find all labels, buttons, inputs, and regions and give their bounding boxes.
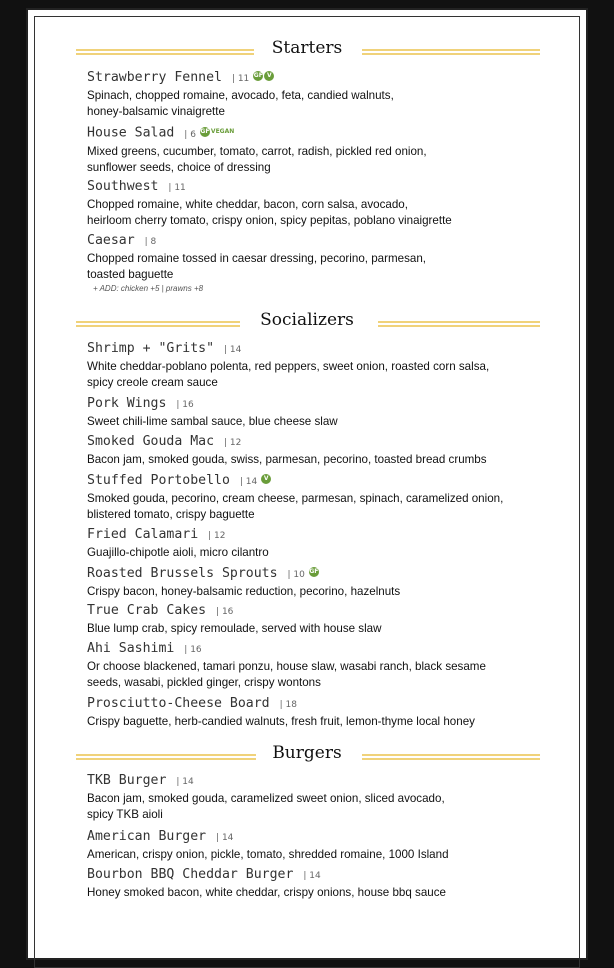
menu-item — [87, 123, 557, 176]
item-price: | 10 — [287, 570, 305, 580]
gluten-free-icon: GF — [309, 568, 319, 575]
section-title-socializers: Socializers — [250, 310, 364, 330]
item-price: | 18 — [279, 700, 297, 710]
item-desc-line: Bacon jam, smoked gouda, swiss, parmesan, pecorino, toasted bread crumbs — [87, 453, 487, 466]
item-name: Southwest — [87, 179, 159, 194]
diet-badges — [261, 471, 272, 488]
menu-item — [87, 395, 557, 430]
item-desc-line: American, crispy onion, pickle, tomato, shredded romaine, 1000 Island — [87, 848, 449, 861]
item-desc-line: Blue lump crab, spicy remoulade, served with house slaw — [87, 622, 382, 635]
item-desc-line: Spinach, chopped romaine, avocado, feta, candied walnuts, — [87, 89, 394, 102]
item-desc-line: Sweet chili-lime sambal sauce, blue cheese slaw — [87, 415, 338, 428]
diet-badges — [253, 68, 275, 85]
item-desc-line: White cheddar-poblano polenta, red peppers, sweet onion, roasted corn salsa, — [87, 360, 490, 373]
item-name: True Crab Cakes — [87, 603, 207, 618]
menu-item — [87, 695, 557, 730]
item-price: | 12 — [208, 531, 226, 541]
item-desc-line: heirloom cherry tomato, crispy onion, spicy pepitas, poblano vinaigrette — [87, 214, 452, 227]
item-price: | 14 — [176, 777, 194, 787]
item-price: | 11 — [231, 74, 250, 84]
vegan-icon: VEGAN — [210, 128, 235, 135]
menu-item — [87, 828, 557, 863]
item-price: | 14 — [216, 833, 234, 843]
item-desc-line: Honey smoked bacon, white cheddar, crispy onions, house bbq sauce — [87, 886, 446, 899]
item-desc-line: sunflower seeds, choice of dressing — [87, 160, 271, 174]
diet-badges — [200, 123, 234, 141]
item-addon-note: + ADD: chicken +5 | prawns +8 — [93, 284, 204, 293]
menu-page — [26, 8, 588, 960]
section-title-burgers: Burgers — [262, 743, 351, 763]
item-desc-line: Or choose blackened, tamari ponzu, house slaw, wasabi ranch, black sesame — [87, 660, 486, 673]
item-desc-line: Crispy baguette, herb-candied walnuts, fresh fruit, lemon-thyme local honey — [87, 715, 475, 728]
item-desc-line: Chopped romaine, white cheddar, bacon, corn salsa, avocado, — [87, 198, 408, 211]
item-desc-line: Smoked gouda, pecorino, cream cheese, parmesan, spinach, caramelized onion, — [87, 492, 504, 505]
item-desc-line: toasted baguette — [87, 268, 174, 281]
item-price: | 8 — [144, 237, 157, 247]
menu-item — [87, 340, 557, 391]
section-starters — [28, 38, 586, 66]
item-name: Caesar — [87, 233, 135, 248]
item-desc-line: blistered tomato, crispy baguette — [87, 508, 255, 521]
gluten-free-icon: GF — [200, 127, 210, 135]
menu-item — [87, 772, 557, 823]
item-price: | 14 — [239, 477, 258, 487]
item-name: Stuffed Portobello — [87, 473, 230, 488]
item-name: Ahi Sashimi — [87, 641, 175, 656]
menu-item — [87, 866, 557, 901]
menu-item — [87, 68, 557, 120]
section-heading — [28, 310, 586, 338]
vegetarian-icon: V — [261, 474, 271, 484]
item-name: Roasted Brussels Sprouts — [87, 566, 278, 581]
menu-item — [87, 602, 557, 637]
section-burgers — [28, 743, 586, 771]
item-name: Strawberry Fennel — [87, 70, 222, 85]
item-name: Bourbon BBQ Cheddar Burger — [87, 867, 294, 882]
item-desc-line: spicy TKB aioli — [87, 808, 163, 821]
item-desc-line: Chopped romaine tossed in caesar dressing, pecorino, parmesan, — [87, 252, 426, 265]
item-name: Shrimp + "Grits" — [87, 341, 215, 356]
item-name: TKB Burger — [87, 773, 167, 788]
item-price: | 12 — [224, 438, 242, 448]
item-desc-line: spicy creole cream sauce — [87, 376, 218, 389]
item-price: | 16 — [216, 607, 234, 617]
menu-item — [87, 640, 557, 691]
item-price: | 16 — [184, 645, 202, 655]
menu-item — [87, 564, 557, 600]
item-name: House Salad — [87, 125, 175, 141]
item-name: Smoked Gouda Mac — [87, 434, 215, 449]
vegetarian-icon: V — [264, 71, 274, 81]
menu-item — [87, 471, 557, 523]
item-price: | 14 — [224, 345, 242, 355]
menu-item — [87, 526, 557, 561]
item-desc-line: honey-balsamic vinaigrette — [87, 105, 225, 118]
item-desc-line: Bacon jam, smoked gouda, caramelized sweet onion, sliced avocado, — [87, 792, 445, 805]
item-desc-line: Mixed greens, cucumber, tomato, carrot, radish, pickled red onion, — [87, 144, 427, 158]
item-price: | 6 — [184, 129, 196, 140]
item-name: Pork Wings — [87, 396, 167, 411]
item-desc-line: Guajillo-chipotle aioli, micro cilantro — [87, 546, 269, 559]
menu-item — [87, 433, 557, 468]
section-heading — [28, 38, 586, 66]
menu-item — [87, 232, 557, 295]
item-name: American Burger — [87, 829, 207, 844]
item-price: | 11 — [168, 183, 186, 193]
section-socializers — [28, 310, 586, 338]
gluten-free-icon: GF — [253, 72, 263, 79]
section-heading — [28, 743, 586, 771]
item-name: Prosciutto-Cheese Board — [87, 696, 270, 711]
diet-badges — [309, 564, 320, 581]
section-title-starters: Starters — [262, 38, 352, 58]
item-desc-line: seeds, wasabi, pickled ginger, crispy wontons — [87, 676, 321, 689]
item-price: | 14 — [303, 871, 321, 881]
menu-item — [87, 178, 557, 229]
item-name: Fried Calamari — [87, 527, 199, 542]
item-price: | 16 — [176, 400, 194, 410]
item-desc-line: Crispy bacon, honey-balsamic reduction, pecorino, hazelnuts — [87, 585, 401, 598]
